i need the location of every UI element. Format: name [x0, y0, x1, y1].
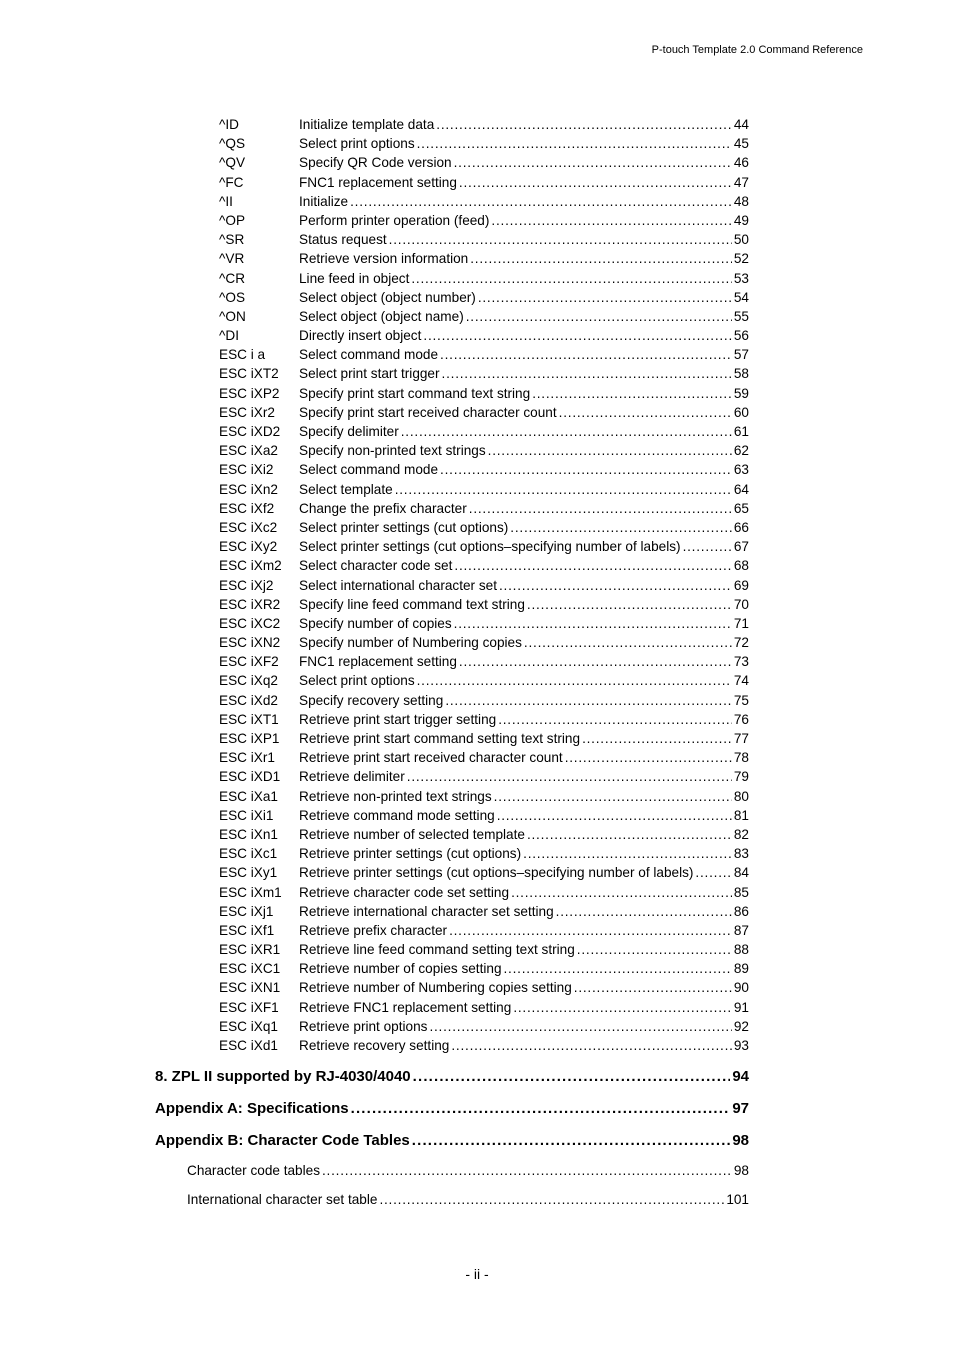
- toc-command-entry[interactable]: [219, 460, 749, 479]
- dot-leader: [412, 1130, 731, 1152]
- toc-page-number: 91: [733, 999, 749, 1015]
- command-description: Retrieve print start trigger setting: [299, 711, 497, 727]
- toc-command-entry[interactable]: [219, 537, 749, 556]
- dot-leader: [510, 518, 732, 537]
- toc-command-entry[interactable]: [219, 902, 749, 921]
- toc-page-number: 46: [733, 155, 749, 171]
- toc-command-entry[interactable]: [219, 1017, 749, 1036]
- toc-page-number: 78: [733, 750, 749, 766]
- command-code: ^OS: [219, 289, 246, 305]
- toc-subsection-title: International character set table: [187, 1192, 378, 1207]
- toc-page-number: 57: [733, 347, 749, 363]
- toc-page-number: 75: [733, 692, 749, 708]
- command-description: Select printer settings (cut options–specifying number of labels): [299, 539, 681, 555]
- toc-page-number: 70: [733, 596, 749, 612]
- toc-section-title: Appendix B: Character Code Tables: [155, 1132, 410, 1149]
- dot-leader: [401, 422, 732, 441]
- command-code: ESC iXj1: [219, 903, 274, 919]
- toc-page-number: 71: [733, 615, 749, 631]
- command-code: ^VR: [219, 251, 245, 267]
- toc-subsection-title: Character code tables: [187, 1163, 320, 1178]
- command-description: Retrieve recovery setting: [299, 1038, 450, 1053]
- page-number-footer: - ii -: [465, 1266, 489, 1282]
- toc-command-entry[interactable]: [219, 115, 749, 134]
- command-code: ESC iXC2: [219, 615, 281, 631]
- toc-page-number: 69: [733, 577, 749, 593]
- dot-leader: [440, 345, 732, 364]
- command-code: ESC iXf1: [219, 922, 275, 938]
- toc-command-entry[interactable]: [219, 230, 749, 249]
- toc-section-title: 8. ZPL II supported by RJ-4030/4040: [155, 1068, 411, 1085]
- dot-leader: [436, 115, 732, 134]
- toc-subsection-entry[interactable]: [155, 1191, 749, 1220]
- command-description: Retrieve printer settings (cut options): [299, 846, 522, 862]
- dot-leader: [466, 307, 732, 326]
- command-description: Select template: [299, 481, 393, 497]
- command-description: Retrieve character code set setting: [299, 884, 510, 900]
- dot-leader: [488, 441, 732, 460]
- toc-section-title: Appendix A: Specifications: [155, 1100, 349, 1117]
- dot-leader: [442, 364, 732, 383]
- toc-command-entry[interactable]: [219, 288, 749, 307]
- dot-leader: [469, 499, 732, 518]
- toc-page-number: 68: [733, 558, 749, 574]
- toc-page-number: 48: [733, 193, 749, 209]
- toc-command-entry[interactable]: [219, 729, 749, 748]
- toc-command-entry[interactable]: [219, 269, 749, 288]
- dot-leader: [478, 288, 732, 307]
- command-description: Initialize: [299, 193, 349, 209]
- toc-page-number: 66: [733, 519, 749, 535]
- command-code: ESC iXd1: [219, 1038, 278, 1053]
- command-code: ESC iXr2: [219, 404, 275, 420]
- command-code: ESC iXm2: [219, 558, 282, 574]
- toc-command-entry[interactable]: [219, 883, 749, 902]
- toc-page-number: 63: [733, 462, 749, 478]
- command-code: ESC iXN1: [219, 980, 281, 996]
- command-code: ESC iXP1: [219, 731, 280, 746]
- command-description: Retrieve print start command setting text string: [299, 731, 581, 746]
- command-description: Retrieve prefix character: [299, 922, 448, 938]
- command-description: Select print start trigger: [299, 366, 440, 382]
- dot-leader: [577, 940, 732, 959]
- toc-page-number: 101: [726, 1192, 749, 1207]
- toc-command-entry[interactable]: [219, 1036, 749, 1055]
- command-description: FNC1 replacement setting: [299, 174, 457, 190]
- command-description: Specify print start received character count: [299, 404, 557, 420]
- toc-command-entry[interactable]: [219, 326, 749, 345]
- dot-leader: [574, 978, 732, 997]
- command-code: ESC iXc2: [219, 519, 278, 535]
- command-code: ESC iXj2: [219, 577, 274, 593]
- command-code: ^OP: [219, 212, 246, 228]
- toc-page-number: 97: [732, 1100, 749, 1117]
- toc-command-entry[interactable]: [219, 863, 749, 882]
- toc-page-number: 74: [733, 673, 749, 689]
- command-code: ESC iXf2: [219, 500, 275, 516]
- toc-command-entry[interactable]: [219, 998, 749, 1017]
- command-description: Select international character set: [299, 577, 497, 593]
- dot-leader: [411, 269, 732, 288]
- running-header: P-touch Template 2.0 Command Reference: [651, 44, 863, 56]
- dot-leader: [565, 748, 732, 767]
- command-toc-list: [219, 115, 749, 1055]
- dot-leader: [322, 1162, 732, 1180]
- command-description: Select print options: [299, 673, 415, 689]
- command-code: ^SR: [219, 232, 245, 248]
- command-code: ESC iXr1: [219, 750, 275, 766]
- command-code: ESC iXq1: [219, 1018, 278, 1034]
- toc-command-entry[interactable]: [219, 249, 749, 268]
- toc-page-number: 61: [733, 424, 749, 439]
- command-description: Specify QR Code version: [299, 155, 452, 171]
- toc-command-entry[interactable]: [219, 825, 749, 844]
- toc-command-entry[interactable]: [219, 940, 749, 959]
- toc-command-entry[interactable]: [219, 345, 749, 364]
- command-code: ESC iXD2: [219, 424, 281, 439]
- command-description: Retrieve number of copies setting: [299, 961, 502, 977]
- dot-leader: [451, 1036, 732, 1055]
- toc-command-entry[interactable]: [219, 671, 749, 690]
- toc-command-entry[interactable]: [219, 652, 749, 671]
- command-description: Select object (object number): [299, 289, 476, 305]
- command-code: ESC iXF2: [219, 654, 279, 670]
- command-description: Perform printer operation (feed): [299, 212, 490, 228]
- dot-leader: [389, 230, 732, 249]
- command-code: ESC iXT2: [219, 366, 279, 382]
- toc-page-number: 56: [733, 328, 749, 344]
- command-code: ^QS: [219, 136, 246, 152]
- command-code: ESC iXn2: [219, 481, 278, 497]
- command-code: ESC iXa1: [219, 788, 278, 804]
- toc-page-number: 89: [733, 961, 749, 977]
- dot-leader: [459, 652, 732, 671]
- command-description: Retrieve FNC1 replacement setting: [299, 999, 512, 1015]
- toc-command-entry[interactable]: [219, 959, 749, 978]
- command-code: ESC iXP2: [219, 385, 280, 401]
- command-description: FNC1 replacement setting: [299, 654, 457, 670]
- toc-page-number: 85: [733, 884, 749, 900]
- section-toc: [155, 1066, 749, 1220]
- command-code: ESC iXR2: [219, 596, 281, 612]
- dot-leader: [524, 633, 732, 652]
- toc-section-entry[interactable]: [155, 1066, 749, 1098]
- toc-page-number: 50: [733, 232, 749, 248]
- command-code: ^ID: [219, 117, 239, 132]
- dot-leader: [559, 403, 732, 422]
- toc-page-number: 98: [732, 1132, 749, 1149]
- command-code: ESC iXC1: [219, 961, 281, 977]
- command-description: Specify number of Numbering copies: [299, 635, 522, 651]
- command-description: Select print options: [299, 136, 415, 152]
- command-description: Specify non-printed text strings: [299, 443, 486, 459]
- toc-command-entry[interactable]: [219, 134, 749, 153]
- toc-command-entry[interactable]: [219, 518, 749, 537]
- command-description: Select object (object name): [299, 308, 464, 324]
- dot-leader: [454, 556, 731, 575]
- dot-leader: [513, 998, 732, 1017]
- dot-leader: [449, 921, 732, 940]
- toc-page-number: 54: [733, 289, 749, 305]
- toc-page-number: 77: [733, 731, 749, 746]
- toc-page-number: 58: [733, 366, 749, 382]
- dot-leader: [440, 460, 732, 479]
- dot-leader: [523, 844, 732, 863]
- toc-page-number: 94: [732, 1068, 749, 1085]
- toc-page-number: 92: [733, 1018, 749, 1034]
- dot-leader: [527, 825, 732, 844]
- toc-command-entry[interactable]: [219, 748, 749, 767]
- toc-page-number: 87: [733, 922, 749, 938]
- dot-leader: [407, 767, 732, 786]
- dot-leader: [429, 1017, 731, 1036]
- toc-page-number: 53: [733, 270, 749, 286]
- toc-command-entry[interactable]: [219, 211, 749, 230]
- dot-leader: [423, 326, 731, 345]
- command-code: ESC iXi2: [219, 462, 274, 478]
- toc-command-entry[interactable]: [219, 556, 749, 575]
- toc-command-entry[interactable]: [219, 499, 749, 518]
- command-description: Specify print start command text string: [299, 385, 531, 401]
- toc-page-number: 83: [733, 846, 749, 862]
- toc-page-number: 64: [733, 481, 749, 497]
- toc-command-entry[interactable]: [219, 422, 749, 441]
- command-description: Retrieve line feed command setting text string: [299, 942, 575, 958]
- dot-leader: [532, 384, 732, 403]
- dot-leader: [497, 806, 732, 825]
- dot-leader: [494, 787, 732, 806]
- toc-command-entry[interactable]: [219, 384, 749, 403]
- dot-leader: [527, 595, 732, 614]
- toc-command-entry[interactable]: [219, 633, 749, 652]
- dot-leader: [351, 1098, 731, 1120]
- toc-command-entry[interactable]: [219, 710, 749, 729]
- toc-page-number: 81: [733, 807, 749, 823]
- command-description: Retrieve number of Numbering copies setting: [299, 980, 572, 996]
- dot-leader: [417, 134, 732, 153]
- command-description: Change the prefix character: [299, 500, 467, 516]
- toc-page-number: 80: [733, 788, 749, 804]
- command-description: Retrieve print start received character count: [299, 750, 563, 766]
- command-description: Select printer settings (cut options): [299, 519, 509, 535]
- toc-page-number: 44: [733, 117, 749, 132]
- command-description: Initialize template data: [299, 117, 435, 132]
- command-code: ESC iXy2: [219, 539, 278, 555]
- dot-leader: [417, 671, 732, 690]
- toc-command-entry[interactable]: [219, 921, 749, 940]
- command-description: Specify number of copies: [299, 615, 452, 631]
- command-description: Select command mode: [299, 462, 439, 478]
- command-description: Directly insert object: [299, 328, 422, 344]
- toc-page-number: 90: [733, 980, 749, 996]
- toc-page-number: 79: [733, 769, 749, 785]
- toc-command-entry[interactable]: [219, 614, 749, 633]
- command-description: Retrieve printer settings (cut options–specifying number of labels): [299, 865, 694, 881]
- command-code: ESC iXc1: [219, 846, 278, 862]
- dot-leader: [683, 537, 732, 556]
- command-description: Line feed in object: [299, 270, 410, 286]
- toc-page-number: 73: [733, 654, 749, 670]
- command-code: ESC i a: [219, 347, 266, 363]
- toc-subsection-entry[interactable]: [155, 1162, 749, 1191]
- command-code: ESC iXn1: [219, 826, 278, 842]
- dot-leader: [395, 480, 732, 499]
- toc-page-number: 55: [733, 308, 749, 324]
- command-code: ^ON: [219, 308, 246, 324]
- dot-leader: [499, 576, 732, 595]
- toc-page-number: 76: [733, 711, 749, 727]
- toc-command-entry[interactable]: [219, 978, 749, 997]
- toc-page-number: 67: [733, 539, 749, 555]
- toc-page-number: 93: [733, 1038, 749, 1053]
- toc-command-entry[interactable]: [219, 173, 749, 192]
- toc-command-entry[interactable]: [219, 844, 749, 863]
- toc-section-entry[interactable]: [155, 1098, 749, 1130]
- command-code: ESC iXy1: [219, 865, 278, 881]
- dot-leader: [454, 614, 732, 633]
- toc-command-entry[interactable]: [219, 153, 749, 172]
- toc-command-entry[interactable]: [219, 576, 749, 595]
- toc-command-entry[interactable]: [219, 480, 749, 499]
- command-code: ^FC: [219, 174, 244, 190]
- toc-page-number: 86: [733, 903, 749, 919]
- toc-page-number: 98: [733, 1163, 749, 1178]
- toc-command-entry[interactable]: [219, 307, 749, 326]
- dot-leader: [504, 959, 732, 978]
- toc-page-number: 60: [733, 404, 749, 420]
- command-description: Retrieve number of selected template: [299, 826, 525, 842]
- dot-leader: [413, 1066, 731, 1088]
- toc-page-number: 45: [733, 136, 749, 152]
- toc-command-entry[interactable]: [219, 441, 749, 460]
- toc-page-number: 65: [733, 500, 749, 516]
- toc-page-number: 47: [733, 174, 749, 190]
- toc-page-number: 52: [733, 251, 749, 267]
- command-code: ESC iXq2: [219, 673, 278, 689]
- command-code: ^II: [219, 193, 233, 209]
- command-description: Retrieve international character set setting: [299, 903, 554, 919]
- command-code: ESC iXT1: [219, 711, 279, 727]
- dot-leader: [491, 211, 731, 230]
- command-code: ^QV: [219, 155, 246, 171]
- command-description: Retrieve non-printed text strings: [299, 788, 492, 804]
- command-description: Retrieve command mode setting: [299, 807, 495, 823]
- toc-command-entry[interactable]: [219, 767, 749, 786]
- dot-leader: [454, 153, 732, 172]
- command-description: Select character code set: [299, 558, 453, 574]
- dot-leader: [470, 249, 732, 268]
- toc-page-number: 62: [733, 443, 749, 459]
- command-code: ESC iXd2: [219, 692, 278, 708]
- toc-page-number: 88: [733, 942, 749, 958]
- dot-leader: [498, 710, 732, 729]
- toc-command-entry[interactable]: [219, 787, 749, 806]
- command-description: Retrieve delimiter: [299, 769, 405, 785]
- command-code: ESC iXF1: [219, 999, 279, 1015]
- dot-leader: [350, 192, 732, 211]
- command-code: ESC iXD1: [219, 769, 281, 785]
- command-code: ESC iXm1: [219, 884, 282, 900]
- toc-command-entry[interactable]: [219, 595, 749, 614]
- toc-section-entry[interactable]: [155, 1130, 749, 1162]
- dot-leader: [459, 173, 732, 192]
- dot-leader: [445, 691, 732, 710]
- command-description: Retrieve print options: [299, 1018, 428, 1034]
- toc-page-number: 82: [733, 826, 749, 842]
- command-code: ^CR: [219, 270, 246, 286]
- toc-command-entry[interactable]: [219, 192, 749, 211]
- command-code: ESC iXN2: [219, 635, 281, 651]
- dot-leader: [511, 883, 732, 902]
- dot-leader: [582, 729, 732, 748]
- command-description: Specify line feed command text string: [299, 596, 525, 612]
- toc-page-number: 49: [733, 212, 749, 228]
- toc-command-entry[interactable]: [219, 364, 749, 383]
- toc-command-entry[interactable]: [219, 806, 749, 825]
- command-description: Select command mode: [299, 347, 439, 363]
- toc-command-entry[interactable]: [219, 691, 749, 710]
- toc-page-number: 59: [733, 385, 749, 401]
- command-code: ESC iXa2: [219, 443, 278, 459]
- command-code: ESC iXR1: [219, 942, 281, 958]
- command-description: Status request: [299, 232, 387, 248]
- command-description: Specify delimiter: [299, 424, 399, 439]
- dot-leader: [695, 863, 731, 882]
- command-code: ESC iXi1: [219, 807, 274, 823]
- command-code: ^DI: [219, 328, 239, 344]
- toc-page-number: 72: [733, 635, 749, 651]
- toc-page-number: 84: [733, 865, 749, 881]
- dot-leader: [556, 902, 732, 921]
- toc-command-entry[interactable]: [219, 403, 749, 422]
- command-description: Retrieve version information: [299, 251, 469, 267]
- dot-leader: [379, 1191, 724, 1209]
- command-description: Specify recovery setting: [299, 692, 444, 708]
